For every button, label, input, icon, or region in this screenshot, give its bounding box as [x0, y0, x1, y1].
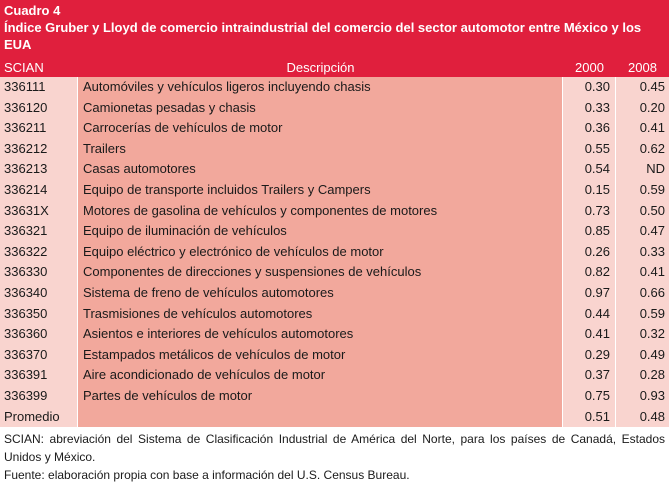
cell-2008: 0.59	[616, 304, 669, 325]
cell-2000: 0.15	[563, 180, 616, 201]
cell-descripcion: Asientos e interiores de vehículos automotores	[78, 324, 563, 345]
cell-2008: 0.28	[616, 365, 669, 386]
cell-descripcion: Trasmisiones de vehículos automotores	[78, 304, 563, 325]
cell-scian: 336322	[0, 242, 78, 263]
cell-2008: 0.47	[616, 221, 669, 242]
cell-2000: 0.41	[563, 324, 616, 345]
cell-scian: 336391	[0, 365, 78, 386]
table-row	[0, 324, 669, 345]
cell-scian: 336350	[0, 304, 78, 325]
column-header-scian: SCIAN	[4, 60, 44, 75]
cell-descripcion	[78, 407, 563, 428]
cell-2008: 0.20	[616, 98, 669, 119]
footnotes	[0, 427, 669, 484]
cell-scian: 336214	[0, 180, 78, 201]
cell-2000: 0.82	[563, 262, 616, 283]
column-header-2000: 2000	[575, 60, 604, 75]
cell-scian: 336330	[0, 262, 78, 283]
cell-descripcion: Carrocerías de vehículos de motor	[78, 118, 563, 139]
table-row	[0, 77, 669, 98]
cell-2008: 0.33	[616, 242, 669, 263]
table-number: Cuadro 4	[4, 3, 61, 18]
cell-scian: 336120	[0, 98, 78, 119]
cell-descripcion: Automóviles y vehículos ligeros incluyendo chasis	[78, 77, 563, 98]
cell-descripcion: Casas automotores	[78, 159, 563, 180]
cell-2008: 0.32	[616, 324, 669, 345]
table-row	[0, 159, 669, 180]
cell-descripcion: Trailers	[78, 139, 563, 160]
table-row	[0, 242, 669, 263]
cell-2000: 0.29	[563, 345, 616, 366]
table-row	[0, 365, 669, 386]
table-row	[0, 180, 669, 201]
cell-scian: Promedio	[0, 407, 78, 428]
table-body	[0, 77, 669, 427]
cell-scian: 336370	[0, 345, 78, 366]
cell-scian: 336211	[0, 118, 78, 139]
cell-descripcion: Equipo de iluminación de vehículos	[78, 221, 563, 242]
table-row	[0, 304, 669, 325]
table-row	[0, 262, 669, 283]
table-row	[0, 98, 669, 119]
cell-2000: 0.54	[563, 159, 616, 180]
cell-scian: 336321	[0, 221, 78, 242]
cell-2008: ND	[616, 159, 669, 180]
cell-2000: 0.37	[563, 365, 616, 386]
cell-2000: 0.51	[563, 407, 616, 428]
cell-2000: 0.97	[563, 283, 616, 304]
cell-2000: 0.85	[563, 221, 616, 242]
cell-2000: 0.44	[563, 304, 616, 325]
cell-2000: 0.75	[563, 386, 616, 407]
source-note: Fuente: elaboración propia con base a información del U.S. Census Bureau.	[4, 468, 410, 483]
cell-descripcion: Componentes de direcciones y suspensiones de vehículos	[78, 262, 563, 283]
cell-2000: 0.55	[563, 139, 616, 160]
cell-2008: 0.45	[616, 77, 669, 98]
cell-scian: 336111	[0, 77, 78, 98]
table-title: Índice Gruber y Lloyd de comercio intraindustrial del comercio del sector automotor entre México y los EUA	[4, 20, 642, 52]
scian-note: SCIAN: abreviación del Sistema de Clasificación Industrial de América del Norte, para los países de Canadá, Estados Unidos y México.	[4, 432, 665, 465]
cell-2008: 0.49	[616, 345, 669, 366]
cell-scian: 336360	[0, 324, 78, 345]
table-row	[0, 221, 669, 242]
table-row	[0, 139, 669, 160]
column-header-descripcion: Descripción	[286, 60, 355, 75]
table-row	[0, 201, 669, 222]
cell-descripcion: Estampados metálicos de vehículos de motor	[78, 345, 563, 366]
cell-scian: 336213	[0, 159, 78, 180]
cell-descripcion: Equipo de transporte incluidos Trailers y Campers	[78, 180, 563, 201]
cell-descripcion: Camionetas pesadas y chasis	[78, 98, 563, 119]
cell-scian: 33631X	[0, 201, 78, 222]
cell-2008: 0.59	[616, 180, 669, 201]
table-row	[0, 283, 669, 304]
cell-descripcion: Aire acondicionado de vehículos de motor	[78, 365, 563, 386]
cell-2008: 0.41	[616, 118, 669, 139]
cell-2008: 0.62	[616, 139, 669, 160]
cell-2008: 0.50	[616, 201, 669, 222]
cell-descripcion: Equipo eléctrico y electrónico de vehículos de motor	[78, 242, 563, 263]
table-row	[0, 345, 669, 366]
cell-2000: 0.73	[563, 201, 616, 222]
column-headers	[0, 59, 669, 77]
cell-2000: 0.36	[563, 118, 616, 139]
table-row	[0, 407, 669, 428]
cell-2000: 0.33	[563, 98, 616, 119]
cell-scian: 336212	[0, 139, 78, 160]
cell-2008: 0.93	[616, 386, 669, 407]
cell-2000: 0.26	[563, 242, 616, 263]
cell-2008: 0.66	[616, 283, 669, 304]
table-header	[0, 0, 669, 59]
cell-descripcion: Sistema de freno de vehículos automotores	[78, 283, 563, 304]
table-row	[0, 118, 669, 139]
column-header-2008: 2008	[628, 60, 657, 75]
cell-2008: 0.48	[616, 407, 669, 428]
cell-scian: 336340	[0, 283, 78, 304]
cell-descripcion: Motores de gasolina de vehículos y componentes de motores	[78, 201, 563, 222]
cell-scian: 336399	[0, 386, 78, 407]
cell-descripcion: Partes de vehículos de motor	[78, 386, 563, 407]
cell-2000: 0.30	[563, 77, 616, 98]
cell-2008: 0.41	[616, 262, 669, 283]
table-row	[0, 386, 669, 407]
